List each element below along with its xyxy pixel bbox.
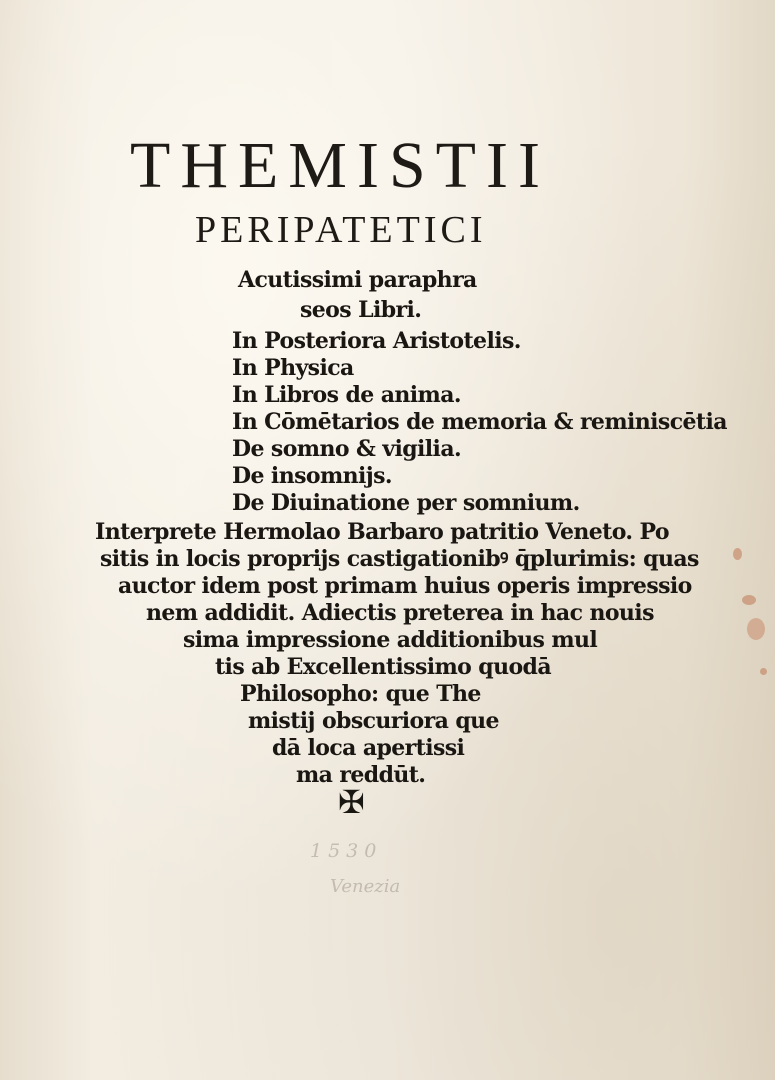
colophon-line: mistij obscuriora que: [248, 708, 499, 734]
foxing-stain: [742, 595, 756, 605]
foxing-stain: [733, 548, 742, 560]
faint-place-annotation: Venezia: [330, 876, 401, 897]
book-title: THEMISTII: [130, 129, 550, 202]
colophon-line: sima impressione additionibus mul: [183, 627, 598, 653]
contents-item: In Physica: [232, 355, 354, 381]
colophon-line: ma reddūt.: [296, 762, 426, 788]
contents-item: In Libros de anima.: [232, 382, 461, 408]
intro-line: seos Libri.: [300, 297, 422, 323]
colophon-line: nem addidit. Adiectis preterea in hac nouis: [146, 600, 654, 626]
colophon-line: Interprete Hermolao Barbaro patritio Veneto. Po: [95, 519, 669, 545]
colophon-line: Philosopho: que The: [240, 681, 481, 707]
colophon-line: dā loca apertissi: [272, 735, 465, 761]
book-subtitle: PERIPATETICI: [195, 209, 487, 251]
colophon-line: auctor idem post primam huius operis impressio: [118, 573, 692, 599]
contents-item: De insomnijs.: [232, 463, 392, 489]
contents-item: De Diuinatione per somnium.: [232, 490, 580, 516]
foxing-stain: [760, 668, 767, 675]
colophon-line: sitis in locis proprijs castigationibꝰ q̄plurimis: quas: [100, 546, 699, 572]
contents-item: In Cōmētarios de memoria & reminiscētia: [232, 409, 727, 435]
contents-item: De somno & vigilia.: [232, 436, 462, 462]
colophon-line: tis ab Excellentissimo quodā: [215, 654, 551, 680]
contents-item: In Posteriora Aristotelis.: [232, 328, 521, 354]
foxing-stain: [747, 618, 765, 640]
intro-line: Acutissimi paraphra: [238, 267, 477, 293]
faint-year-annotation: 1530: [310, 840, 383, 862]
cross-pattee-icon: ✠: [338, 783, 365, 821]
